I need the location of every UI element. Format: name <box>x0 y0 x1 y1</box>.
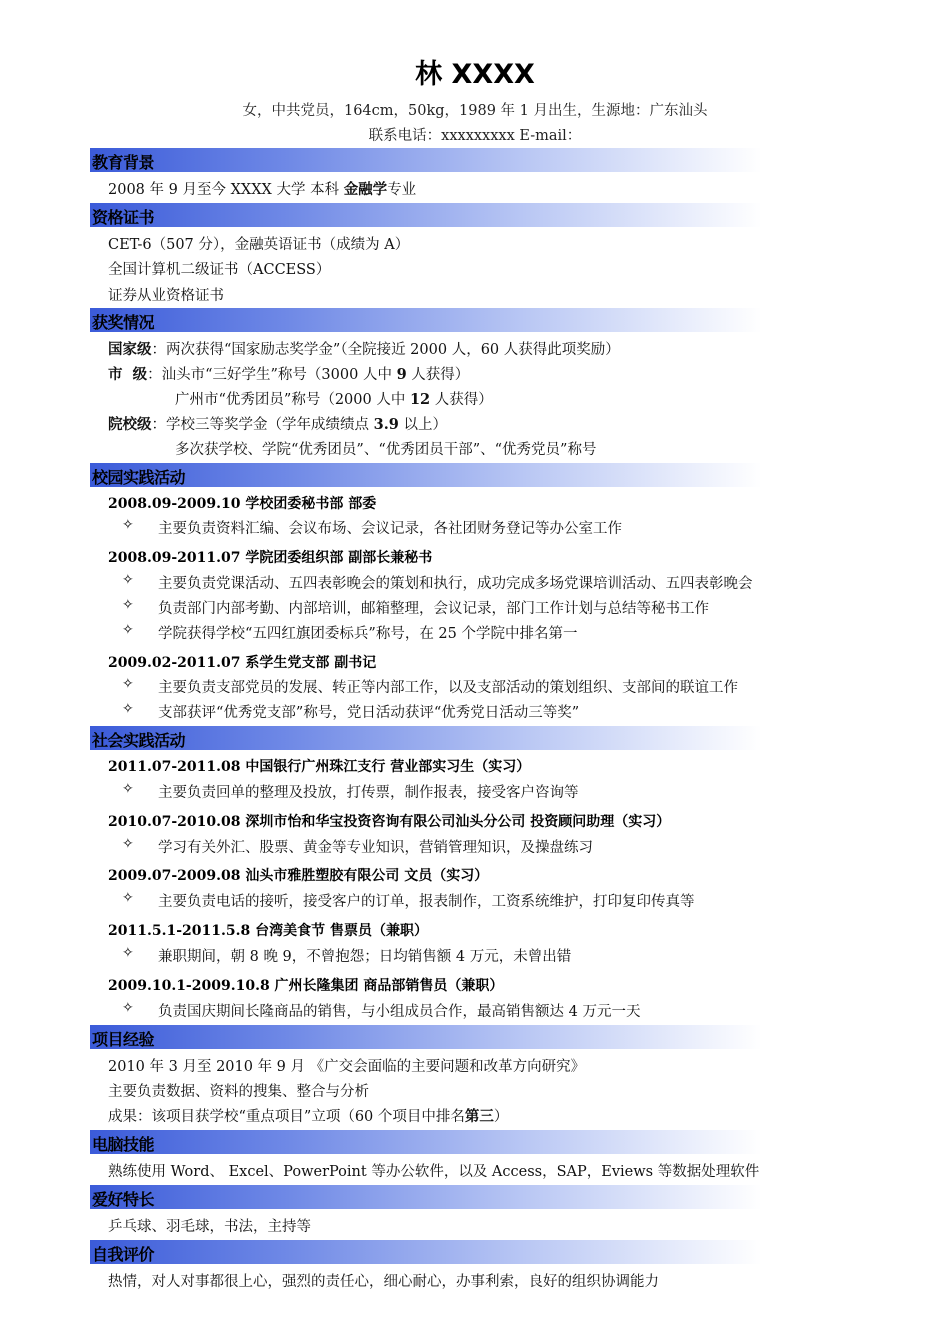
social-item-head: 2010.07-2010.08 深圳市怡和华宝投资咨询有限公司汕头分公司 投资顾问助理（实习） <box>108 814 671 830</box>
section-awards <box>90 308 880 332</box>
award-city-1: 市 级：汕头市“三好学生”称号（3000 人中 9 人获得） <box>108 366 470 383</box>
award-national: 国家级：两次获得“国家励志奖学金”（全院接近 2000 人，60 人获得此项奖励） <box>108 341 620 358</box>
bullet-icon: ✧ <box>122 572 134 588</box>
section-title: 爱好特长 <box>92 1190 155 1209</box>
bullet-icon: ✧ <box>122 836 134 852</box>
bullet-icon: ✧ <box>122 701 134 717</box>
section-certs <box>90 203 880 227</box>
section-campus <box>90 463 880 487</box>
section-title: 自我评价 <box>92 1245 155 1264</box>
section-title: 教育背景 <box>92 153 155 172</box>
campus-bullet: 主要负责党课活动、五四表彰晚会的策划和执行，成功完成多场党课培训活动、五四表彰晚会 <box>158 576 753 592</box>
campus-bullet: 学院获得学校“五四红旗团委标兵”称号，在 25 个学院中排名第一 <box>158 626 578 642</box>
section-hobby <box>90 1185 880 1209</box>
campus-item-head: 2008.09-2011.07 学院团委组织部 副部长兼秘书 <box>108 550 433 566</box>
cert-item: 全国计算机二级证书（ACCESS） <box>108 262 331 278</box>
computer-skills: 熟练使用 Word、 Excel、PowerPoint 等办公软件，以及 Access，SAP，Eviews 等数据处理软件 <box>108 1164 760 1180</box>
award-city-2: 广州市“优秀团员”称号（2000 人中 12 人获得） <box>175 391 493 408</box>
section-computer <box>90 1130 880 1154</box>
section-title: 资格证书 <box>92 208 155 227</box>
campus-bullet: 支部获评“优秀党支部”称号，党日活动获评“优秀党日活动三等奖” <box>158 705 580 721</box>
social-bullet: 主要负责电话的接听，接受客户的订单，报表制作，工资系统维护，打印复印传真等 <box>158 894 695 910</box>
bullet-icon: ✧ <box>122 622 134 638</box>
bullet-icon: ✧ <box>122 517 134 533</box>
social-bullet: 兼职期间，朝 8 晚 9，不曾抱怨；日均销售额 4 万元，未曾出错 <box>158 949 572 965</box>
section-title: 社会实践活动 <box>92 731 186 750</box>
section-title: 获奖情况 <box>92 313 155 332</box>
campus-bullet: 主要负责资料汇编、会议布场、会议记录，各社团财务登记等办公室工作 <box>158 521 622 537</box>
social-item-head: 2009.10.1-2009.10.8 广州长隆集团 商品部销售员（兼职） <box>108 978 504 994</box>
section-social <box>90 726 880 750</box>
campus-bullet: 负责部门内部考勤、内部培训，邮箱整理，会议记录，部门工作计划与总结等秘书工作 <box>158 601 709 617</box>
social-bullet: 主要负责回单的整理及投放，打传票，制作报表，接受客户咨询等 <box>158 785 579 801</box>
education-major: 金融学 <box>343 181 388 198</box>
candidate-name: 林 XXXX <box>415 59 535 90</box>
contact-info: 联系电话：xxxxxxxxx E-mail： <box>368 128 582 144</box>
bullet-icon: ✧ <box>122 597 134 613</box>
self-evaluation: 热情，对人对事都很上心，强烈的责任心，细心耐心，办事利索，良好的组织协调能力 <box>108 1274 659 1290</box>
bullet-icon: ✧ <box>122 676 134 692</box>
bullet-icon: ✧ <box>122 1000 134 1016</box>
campus-item-head: 2009.02-2011.07 系学生党支部 副书记 <box>108 655 377 671</box>
award-school-1: 院校级：学校三等奖学金（学年成绩绩点 3.9 以上） <box>108 416 447 433</box>
award-school-2: 多次获学校、学院“优秀团员”、“优秀团员干部”、“优秀党员”称号 <box>175 442 597 458</box>
social-bullet: 学习有关外汇、股票、黄金等专业知识，营销管理知识，及操盘练习 <box>158 840 593 856</box>
project-line: 主要负责数据、资料的搜集、整合与分析 <box>108 1084 369 1100</box>
campus-bullet: 主要负责支部党员的发展、转正等内部工作，以及支部活动的策划组织、支部间的联谊工作 <box>158 680 738 696</box>
section-title: 电脑技能 <box>92 1135 155 1154</box>
project-line: 2010 年 3 月至 2010 年 9 月 《广交会面临的主要问题和改革方向研究》 <box>108 1059 586 1075</box>
campus-item-head: 2008.09-2009.10 学校团委秘书部 部委 <box>108 496 377 512</box>
section-title: 校园实践活动 <box>92 468 186 487</box>
social-item-head: 2009.07-2009.08 汕头市雅胜塑胶有限公司 文员（实习） <box>108 868 489 884</box>
social-bullet: 负责国庆期间长隆商品的销售，与小组成员合作，最高销售额达 4 万元一天 <box>158 1004 641 1020</box>
section-title: 项目经验 <box>92 1030 155 1049</box>
bullet-icon: ✧ <box>122 945 134 961</box>
social-item-head: 2011.07-2011.08 中国银行广州珠江支行 营业部实习生（实习） <box>108 759 531 775</box>
section-self <box>90 1240 880 1264</box>
cert-item: 证券从业资格证书 <box>108 288 224 304</box>
hobbies: 乒乓球、羽毛球，书法，主持等 <box>108 1219 311 1235</box>
cert-item: CET-6（507 分），金融英语证书（成绩为 A） <box>108 237 410 253</box>
bullet-icon: ✧ <box>122 890 134 906</box>
project-line: 成果：该项目获学校“重点项目”立项（60 个项目中排名第三） <box>108 1108 509 1125</box>
social-item-head: 2011.5.1-2011.5.8 台湾美食节 售票员（兼职） <box>108 923 428 939</box>
education-line: 2008 年 9 月至今 XXXX 大学 本科 金融学专业 <box>108 181 417 198</box>
personal-info: 女，中共党员，164cm，50kg，1989 年 1 月出生，生源地：广东汕头 <box>242 103 708 119</box>
section-education <box>90 148 880 172</box>
bullet-icon: ✧ <box>122 781 134 797</box>
section-project <box>90 1025 880 1049</box>
